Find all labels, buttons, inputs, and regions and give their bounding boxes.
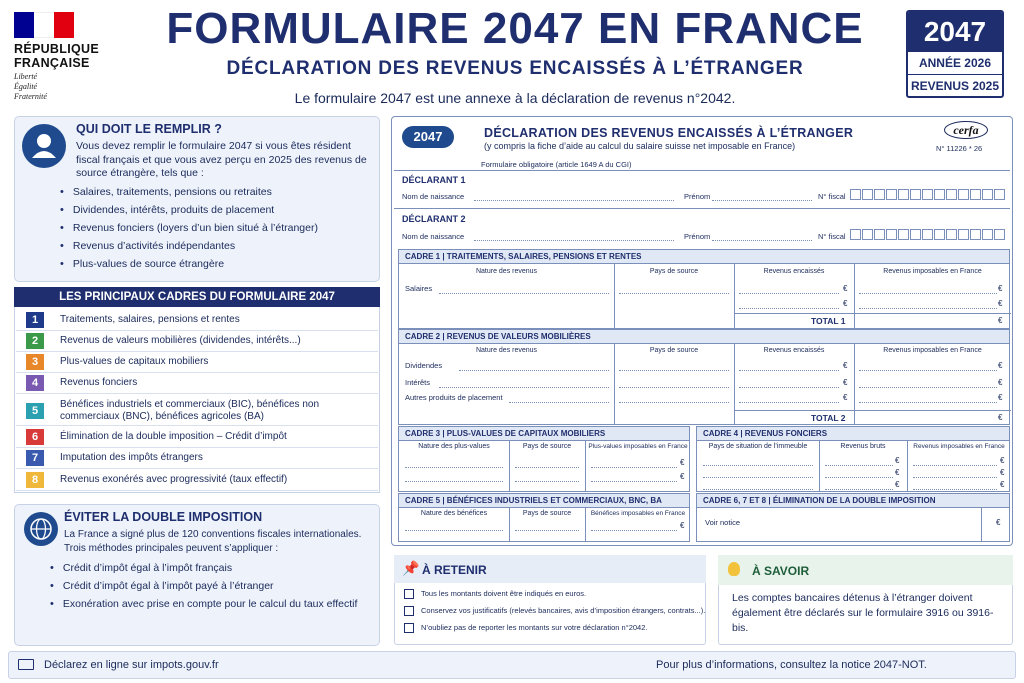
qui-text: Vous devez remplir le formulaire 2047 si vous êtes résident fiscal français et que vous avez perçu en 2025 des revenus de source étrangère, tels que :: [76, 140, 367, 179]
cadre-item-8: [16, 469, 378, 491]
double-text: La France a signé plus de 120 conventions fiscales internationales. Trois méthodes principales peuvent s’appliquer :: [64, 529, 362, 554]
cadre-number: 1: [26, 312, 44, 328]
list-item: • Exonération avec prise en compte pour le calcul du taux effectif: [50, 598, 357, 610]
form-obligatoire: Formulaire obligatoire (article 1649 A du CGI): [481, 160, 632, 169]
cadre-item-3: [16, 352, 378, 373]
lightbulb-icon: [728, 562, 740, 576]
cadre-label: Plus-values de capitaux mobiliers: [60, 356, 209, 367]
cadre-number: 7: [26, 450, 44, 466]
cadre-number: 4: [26, 375, 44, 391]
savoir-text: Les comptes bancaires détenus à l’étranger doivent également être déclarés sur le formulaire 3916 ou 3916-bis.: [732, 592, 994, 634]
fiscal-label: N° fiscal: [818, 192, 846, 201]
badge-revenus: REVENUS 2025: [908, 74, 1002, 96]
fiscal-field-2[interactable]: [850, 229, 1006, 240]
cadre-1: CADRE 1 | TRAITEMENTS, SALAIRES, PENSIONS ET RENTES Nature des revenus Pays de source Revenus encaissés Revenus imposables en France Salaires € € € € TOTAL 1 €: [398, 249, 1010, 329]
footer-notice: Pour plus d’informations, consultez la notice 2047-NOT.: [656, 659, 927, 671]
total-1: TOTAL 1: [811, 316, 846, 326]
cadre-label: Revenus exonérés avec progressivité (taux effectif): [60, 473, 288, 485]
form-title: DÉCLARATION DES REVENUS ENCAISSÉS À L’ÉTRANGER: [484, 126, 854, 140]
prenom-field-2[interactable]: [712, 240, 812, 241]
qui-title: QUI DOIT LE REMPLIR ?: [76, 122, 222, 136]
badge-year: ANNÉE 2026: [918, 56, 992, 70]
cadre-number: 2: [26, 333, 44, 349]
nom-field-2[interactable]: [474, 240, 674, 241]
cadre-3: CADRE 3 | PLUS-VALUES DE CAPITAUX MOBILIERS Nature des plus-values Pays de source Plus-values imposables en France € €: [398, 426, 690, 492]
double-title: ÉVITER LA DOUBLE IMPOSITION: [64, 510, 263, 524]
nom-field-1[interactable]: [474, 200, 674, 201]
prenom-label: Prénom: [684, 192, 711, 201]
fiscal-label: N° fiscal: [818, 232, 846, 241]
cadre-label: Bénéfices industriels et commerciaux (BIC), bénéfices non commerciaux (BNC), bénéfices agricoles (BA): [60, 399, 320, 422]
globe-icon: [24, 512, 58, 546]
intro-text: Le formulaire 2047 est une annexe à la déclaration de revenus n°2042.: [294, 90, 736, 106]
total-2: TOTAL 2: [811, 413, 846, 423]
double-panel: [14, 504, 380, 646]
nom-label: Nom de naissance: [402, 192, 465, 201]
retenir-item: Conservez vos justificatifs (relevés bancaires, avis d’imposition étrangers, contrats...).: [421, 606, 706, 615]
year-badge: [906, 10, 1004, 98]
cadre-label: Revenus de valeurs mobilières (dividendes, intérêts...): [60, 335, 301, 346]
cadre-5: CADRE 5 | BÉNÉFICES INDUSTRIELS ET COMMERCIAUX, BNC, BA Nature des bénéfices Pays de source Bénéfices imposables en France €: [398, 493, 690, 542]
cadre-label: Traitements, salaires, pensions et rentes: [60, 314, 240, 325]
prenom-label: Prénom: [684, 232, 711, 241]
cadre-item-4: [16, 373, 378, 394]
list-item: • Crédit d’impôt égal à l’impôt français: [50, 562, 232, 574]
list-item: • Salaires, traitements, pensions ou retraites: [60, 186, 272, 198]
cadre-number: 5: [26, 403, 44, 419]
cadre-item-7: [16, 448, 378, 469]
form-badge: 2047: [402, 126, 454, 148]
retenir-item: Tous les montants doivent être indiqués en euros.: [421, 589, 587, 598]
checkbox[interactable]: [404, 623, 414, 633]
cadre-4: CADRE 4 | REVENUS FONCIERS Pays de situation de l’immeuble Revenus bruts Revenus imposables en France € € € € € €: [696, 426, 1010, 492]
republique-francaise: RÉPUBLIQUE FRANÇAISE: [14, 42, 99, 70]
cadre-label: Revenus fonciers: [60, 377, 138, 388]
nom-label: Nom de naissance: [402, 232, 465, 241]
page-title: FORMULAIRE 2047 EN FRANCE: [166, 4, 864, 53]
pin-icon: 📌: [402, 560, 420, 576]
cadre-number: 3: [26, 354, 44, 370]
list-item: • Dividendes, intérêts, produits de placement: [60, 204, 274, 216]
checkbox[interactable]: [404, 606, 414, 616]
list-item: • Revenus fonciers (loyers d’un bien situé à l’étranger): [60, 222, 318, 234]
list-item: • Revenus d’activités indépendantes: [60, 240, 235, 252]
marianne-logo: [14, 12, 74, 38]
cadre-number: 8: [26, 472, 44, 488]
devise: Liberté Égalité Fraternité: [14, 72, 47, 101]
fiscal-field-1[interactable]: [850, 189, 1006, 200]
declarant-1: DÉCLARANT 1: [402, 175, 466, 185]
laptop-icon: [18, 659, 34, 670]
cadres-title: LES PRINCIPAUX CADRES DU FORMULAIRE 2047: [14, 287, 380, 307]
declarant-2: DÉCLARANT 2: [402, 214, 466, 224]
list-item: • Plus-values de source étrangère: [60, 258, 224, 270]
prenom-field-1[interactable]: [712, 200, 812, 201]
form-subtitle: (y compris la fiche d’aide au calcul du salaire suisse net imposable en France): [484, 141, 796, 151]
footer-link[interactable]: Déclarez en ligne sur impots.gouv.fr: [44, 659, 219, 671]
user-icon: [22, 124, 66, 168]
badge-number: 2047: [908, 12, 1002, 52]
cadre-label: Élimination de la double imposition – Crédit d’impôt: [60, 430, 287, 442]
retenir-title: À RETENIR: [422, 563, 487, 577]
cadre-item-6: [16, 426, 378, 448]
cerfa-logo: cerfa: [944, 121, 988, 139]
page-subtitle: DÉCLARATION DES REVENUS ENCAISSÉS À L’ÉTRANGER: [226, 58, 804, 79]
cadre-item-1: [16, 310, 378, 331]
retenir-item: N’oubliez pas de reporter les montants sur votre déclaration n°2042.: [421, 623, 648, 632]
savoir-title: À SAVOIR: [752, 564, 810, 578]
cadre-item-5: [16, 397, 378, 426]
cadre-number: 6: [26, 429, 44, 445]
cerfa-number: N° 11226 * 26: [936, 144, 983, 153]
cadre-label: Imputation des impôts étrangers: [60, 452, 203, 463]
cadre-item-2: [16, 331, 378, 352]
cadre-2: CADRE 2 | REVENUS DE VALEURS MOBILIÈRES Nature des revenus Pays de source Revenus encaissés Revenus imposables en France Dividendes Intérêts Autres produits de placement € € € € € € TOTAL 2 €: [398, 329, 1010, 425]
cadre-6-7-8: CADRE 6, 7 ET 8 | ÉLIMINATION DE LA DOUBLE IMPOSITION Voir notice €: [696, 493, 1010, 542]
checkbox[interactable]: [404, 589, 414, 599]
list-item: • Crédit d’impôt égal à l’impôt payé à l’étranger: [50, 580, 274, 592]
